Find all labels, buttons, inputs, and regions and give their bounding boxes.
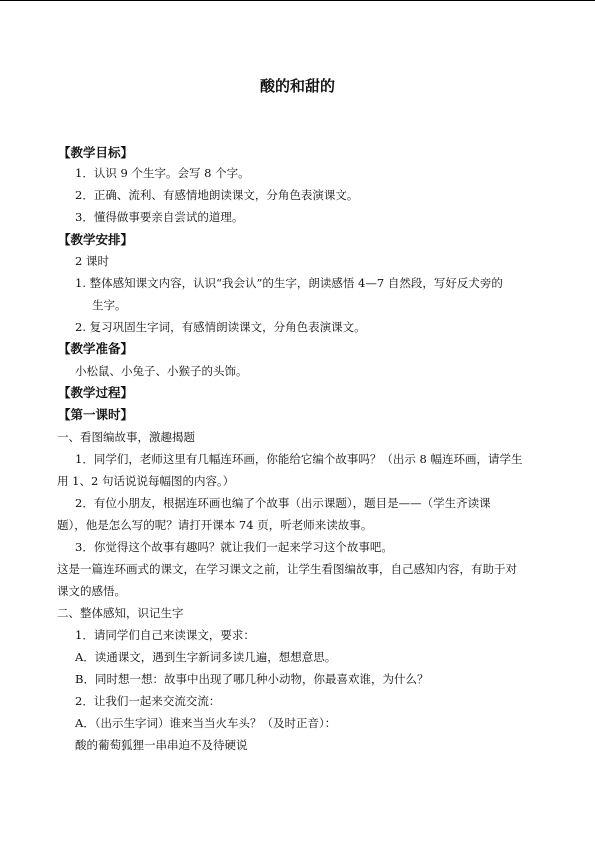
- lesson-part-title: 一、看图编故事，激趣揭题: [57, 430, 195, 444]
- lesson-paragraph: 用 1、2 句话说说每幅图的内容。）: [57, 474, 235, 488]
- lesson-paragraph: 2．有位小朋友，根据连环画也编了个故事（出示课题），题目是——（学生齐读课: [75, 496, 491, 510]
- lesson-paragraph: A．读通课文，遇到生字新词多读几遍，想想意思。: [75, 650, 337, 664]
- lesson-paragraph: 2．让我们一起来交流交流：: [75, 694, 221, 708]
- lesson-paragraph: 课文的感悟。: [57, 584, 126, 598]
- lesson-part-title: 二、整体感知，识记生字: [57, 606, 184, 620]
- lesson-paragraph: 这是一篇连环画式的课文，在学习课文之前，让学生看图编故事，自己感知内容，有助于对: [57, 562, 517, 576]
- lesson-paragraph: B．同时想一想：故事中出现了哪几种小动物，你最喜欢谁，为什么？: [75, 672, 429, 686]
- lesson-paragraph: 3．你觉得这个故事有趣吗？就让我们一起来学习这个故事吧。: [75, 540, 393, 554]
- section-heading-arrangement: 【教学安排】: [58, 232, 134, 247]
- lesson-paragraph: 1．同学们，老师这里有几幅连环画，你能给它编个故事吗？（出示 8 幅连环画，请学生: [75, 452, 523, 466]
- top-border-line: [0, 0, 595, 1]
- page-title: 酸的和甜的: [259, 77, 335, 95]
- arrangement-item-continued: 生字。: [92, 298, 127, 312]
- lesson-paragraph: A．（出示生字词）谁来当当火车头？（及时正音）：: [75, 716, 337, 730]
- section-heading-process: 【教学过程】: [58, 385, 134, 400]
- goal-item: 3．懂得做事要亲自尝试的道理。: [75, 210, 244, 224]
- preparation-text: 小松鼠、小兔子、小猴子的头饰。: [75, 364, 248, 378]
- goal-item: 1．认识 9 个生字。会写 8 个字。: [75, 166, 250, 180]
- section-heading-preparation: 【教学准备】: [58, 341, 134, 356]
- arrangement-period: 2 课时: [75, 254, 109, 268]
- arrangement-item: 2. 复习巩固生字词，有感情朗读课文，分角色表演课文。: [75, 320, 366, 334]
- lesson-paragraph: 1．请同学们自己来读课文，要求：: [75, 628, 255, 642]
- section-heading-lesson1: 【第一课时】: [58, 407, 134, 422]
- lesson-paragraph: 题），他是怎么写的呢？请打开课本 74 页，听老师来读故事。: [57, 518, 373, 532]
- lesson-paragraph: 酸的葡萄狐狸一串串迫不及待硬说: [75, 738, 248, 752]
- section-heading-goals: 【教学目标】: [58, 145, 134, 160]
- goal-item: 2．正确、流利、有感情地朗读课文，分角色表演课文。: [75, 188, 359, 202]
- arrangement-item: 1. 整体感知课文内容，认识“我会认”的生字，朗读感悟 4—7 自然段，写好反犬旁的: [75, 276, 503, 290]
